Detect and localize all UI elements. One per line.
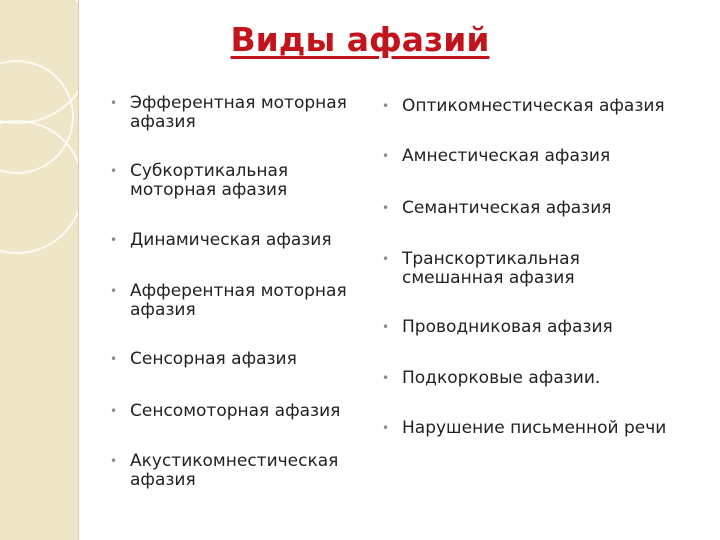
list-item-text: Нарушение письменной речи — [402, 418, 667, 438]
bullet-icon: • — [110, 164, 118, 178]
list-item-text: Динамическая афазия — [130, 230, 332, 250]
list-item-text: Эфферентная моторная афазия — [130, 93, 347, 132]
list-item-text: Сенсомоторная афазия — [130, 401, 341, 421]
bullet-icon: • — [382, 320, 390, 334]
list-item — [382, 146, 702, 166]
list-item-text: Сенсорная афазия — [130, 349, 297, 369]
list-item-text: Амнестическая афазия — [402, 146, 611, 166]
bullet-icon: • — [382, 252, 390, 266]
bullet-icon: • — [110, 404, 118, 418]
list-item — [382, 368, 702, 388]
bullet-icon: • — [110, 96, 118, 110]
decorative-side-panel — [0, 0, 79, 540]
list-item — [110, 93, 360, 132]
bullet-icon: • — [382, 371, 390, 385]
bullet-icon: • — [110, 454, 118, 468]
list-item — [110, 349, 370, 369]
list-item-text: Проводниковая афазия — [402, 317, 613, 337]
list-item-text: Субкортикальная моторная афазия — [130, 161, 289, 200]
slide-title — [0, 20, 720, 59]
list-item-text: Транскортикальная смешанная афазия — [402, 249, 580, 288]
bullet-icon: • — [382, 421, 390, 435]
list-item — [382, 96, 702, 116]
list-item — [382, 317, 702, 337]
list-item — [110, 161, 330, 200]
bullet-icon: • — [110, 233, 118, 247]
list-item — [382, 249, 602, 288]
list-item — [110, 401, 370, 421]
bullet-icon: • — [110, 352, 118, 366]
bullet-icon: • — [382, 201, 390, 215]
list-item — [382, 418, 702, 438]
list-item — [382, 198, 702, 218]
list-item — [110, 230, 370, 250]
bullet-icon: • — [110, 284, 118, 298]
list-item-text: Афферентная моторная афазия — [130, 281, 347, 320]
list-item-text: Оптикомнестическая афазия — [402, 96, 665, 116]
list-item-text: Подкорковые афазии. — [402, 368, 601, 388]
list-item — [110, 281, 360, 320]
bullet-icon: • — [382, 99, 390, 113]
list-item — [110, 451, 350, 490]
slide-title-text: Виды афазий — [230, 20, 490, 59]
list-item-text: Акустикомнестическая афазия — [130, 451, 339, 490]
list-item-text: Семантическая афазия — [402, 198, 612, 218]
bullet-icon: • — [382, 149, 390, 163]
